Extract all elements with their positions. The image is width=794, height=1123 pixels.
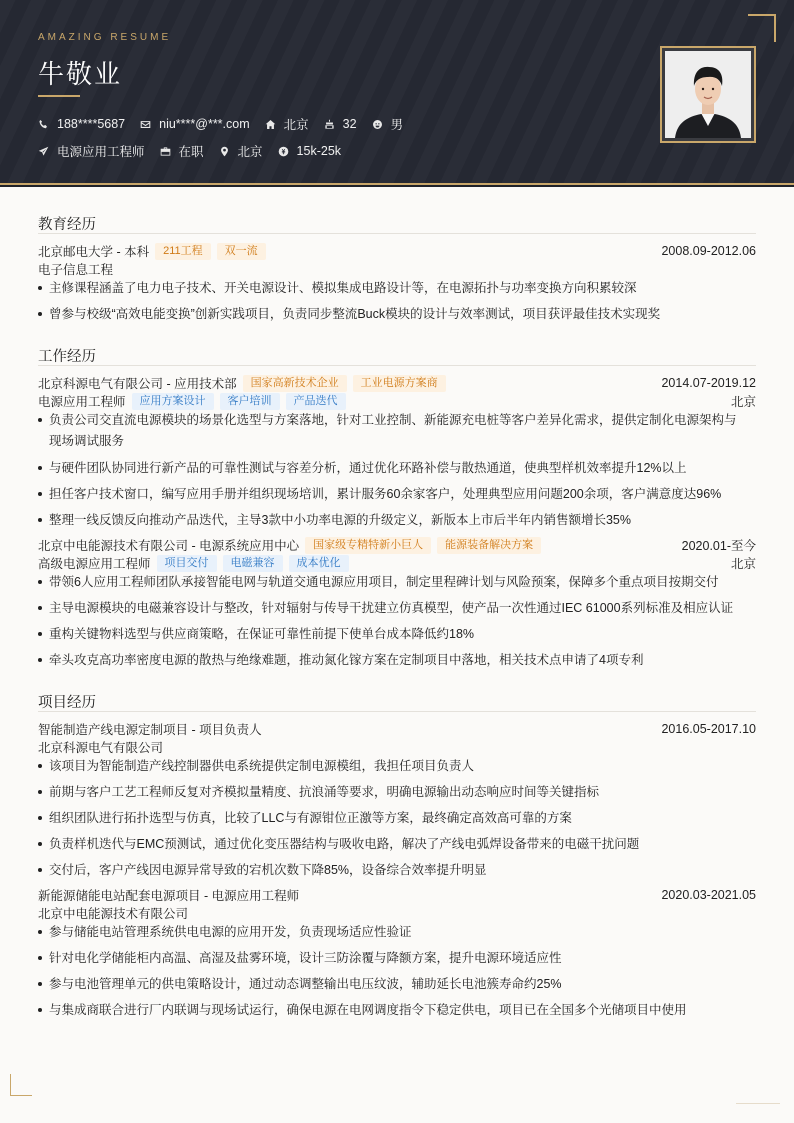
job-bullet: 负责公司交直流电源模块的场景化选型与方案落地，针对工业控制、新能源充电桩等客户差异化需求，提供定制化电源架构与现场调试服务	[38, 410, 756, 452]
section-divider	[38, 365, 756, 366]
location-icon	[219, 146, 230, 157]
job-intent-row	[38, 142, 356, 160]
school-badge: 双一流	[217, 243, 266, 260]
city-text: 北京	[237, 145, 263, 159]
salary-info	[278, 144, 341, 158]
project-name: 智能制造产线电源定制项目 - 项目负责人	[38, 723, 262, 737]
briefcase-icon	[160, 146, 171, 157]
age-text: 32	[342, 117, 357, 131]
salary-text: 15k-25k	[296, 144, 342, 158]
project-company: 北京科源电气有限公司	[38, 741, 164, 755]
header-accent-line	[0, 183, 794, 187]
hometown-info	[265, 115, 309, 133]
age-info	[324, 117, 357, 131]
email-text: niu****@***.com	[159, 117, 250, 131]
job-city: 北京	[730, 395, 756, 409]
company-badge: 国家高新技术企业	[243, 375, 347, 392]
project-company-row	[38, 738, 756, 756]
money-icon	[278, 146, 289, 157]
phone-text: 188****5687	[57, 117, 126, 131]
project-bullet: 前期与客户工艺工程师反复对齐模拟量精度、抗浪涌等要求，明确电源输出动态响应时间等关键指标	[38, 782, 756, 803]
job-bullet: 牵头攻克高功率密度电源的散热与绝缘难题，推动氮化镓方案在定制项目中落地，相关技术点申请了4项专利	[38, 650, 756, 671]
education-bullet: 主修课程涵盖了电力电子技术、开关电源设计、模拟集成电路设计等，在电源拓扑与功率变换方向积累较深	[38, 278, 756, 299]
section-title-work: 工作经历	[38, 349, 96, 365]
status-text: 在职	[178, 145, 204, 159]
gender-icon	[372, 119, 383, 130]
job-city: 北京	[730, 557, 756, 571]
job-header	[38, 374, 756, 392]
mail-icon	[140, 119, 151, 130]
school-badge: 211工程	[155, 243, 211, 260]
section-divider	[38, 711, 756, 712]
gender-info	[372, 115, 404, 133]
project-header	[38, 886, 756, 904]
education-bullet: 曾参与校级“高效电能变换”创新实践项目，负责同步整流Buck模块的设计与效率测试，项目获评最佳技术实现奖	[38, 304, 756, 325]
project-bullet: 与集成商联合进行厂内联调与现场试运行，确保电源在电网调度指令下稳定供电，项目已在全国多个光储项目中使用	[38, 1000, 756, 1021]
home-icon	[265, 119, 276, 130]
section-divider	[38, 233, 756, 234]
project-company: 北京中电能源技术有限公司	[38, 907, 189, 921]
send-icon	[38, 146, 49, 157]
job-bullet: 整理一线反馈反向推动产品迭代，主导3款中小功率电源的升级定义，新版本上市后半年内销售额增长35%	[38, 510, 756, 531]
project-bullet: 参与储能电站管理系统供电电源的应用开发，负责现场适应性验证	[38, 922, 756, 943]
job-bullet: 带领6人应用工程师团队承接智能电网与轨道交通电源应用项目，制定里程碑计划与风险预案，保障多个重点项目按期交付	[38, 572, 756, 593]
project-name: 新能源储能电站配套电源项目 - 电源应用工程师	[38, 889, 300, 903]
section-title-projects: 项目经历	[38, 695, 96, 711]
project-company-row	[38, 904, 756, 922]
skill-tag: 客户培训	[220, 393, 280, 410]
resume-header	[0, 0, 794, 183]
job-bullet: 主导电源模块的电磁兼容设计与整改，针对辐射与传导干扰建立仿真模型，使产品一次性通过IEC 61000系列标准及相应认证	[38, 598, 756, 619]
project-header	[38, 720, 756, 738]
skill-tag: 产品迭代	[286, 393, 346, 410]
skill-tag: 项目交付	[157, 555, 217, 572]
corner-decoration	[748, 14, 776, 42]
education-header	[38, 242, 756, 260]
footer-rule	[736, 1103, 780, 1104]
project-bullet: 该项目为智能制造产线控制器供电系统提供定制电源模组，我担任项目负责人	[38, 756, 756, 777]
job-bullet: 重构关键物料选型与供应商策略，在保证可靠性前提下使单台成本降低约18%	[38, 624, 756, 645]
resume-tagline: AMAZING RESUME	[38, 32, 172, 43]
skill-tag: 电磁兼容	[223, 555, 283, 572]
project-bullet: 针对电化学储能柜内高温、高湿及盐雾环境，设计三防涂覆与降额方案，提升电源环境适应性	[38, 948, 756, 969]
job-bullet: 担任客户技术窗口，编写应用手册并组织现场培训，累计服务60余家客户，处理典型应用问题200余项，客户满意度达96%	[38, 484, 756, 505]
email-info	[140, 117, 250, 131]
candidate-name: 牛敬业	[38, 59, 123, 89]
skill-tag: 应用方案设计	[132, 393, 214, 410]
job-role: 高级电源应用工程师	[38, 557, 151, 571]
project-bullet: 组织团队进行拓扑选型与仿真，比较了LLC与有源钳位正激等方案，最终确定高效高可靠的方案	[38, 808, 756, 829]
project-bullet: 交付后，客户产线因电源异常导致的宕机次数下降85%，设备综合效率提升明显	[38, 860, 756, 881]
job-bullet: 与硬件团队协同进行新产品的可靠性测试与容差分析，通过优化环路补偿与散热通道，使典型样机效率提升12%以上	[38, 458, 756, 479]
job-role: 电源应用工程师	[38, 395, 126, 409]
gender-text: 男	[390, 118, 404, 132]
company-name: 北京科源电气有限公司 - 应用技术部	[38, 377, 237, 391]
job-date: 2020.01-至今	[681, 539, 756, 553]
major-name: 电子信息工程	[38, 263, 114, 277]
school-name: 北京邮电大学 - 本科	[38, 245, 150, 259]
job-role-row	[38, 554, 756, 572]
cake-icon	[324, 119, 335, 130]
project-bullet: 负责样机迭代与EMC预测试，通过优化变压器结构与吸收电路，解决了产线电弧焊设备带来的电磁干扰问题	[38, 834, 756, 855]
phone-icon	[38, 119, 49, 130]
job-role-row	[38, 392, 756, 410]
status-info	[160, 142, 204, 160]
position-text: 电源应用工程师	[57, 145, 145, 159]
contact-row	[38, 115, 418, 133]
position-info	[38, 142, 145, 160]
education-major-row	[38, 260, 756, 278]
corner-decoration	[10, 1074, 32, 1096]
project-date: 2020.03-2021.05	[661, 888, 756, 902]
education-date: 2008.09-2012.06	[661, 244, 756, 258]
name-underline	[38, 95, 80, 97]
job-header	[38, 536, 756, 554]
profile-photo	[665, 51, 751, 138]
company-name: 北京中电能源技术有限公司 - 电源系统应用中心	[38, 539, 300, 553]
project-bullet: 参与电池管理单元的供电策略设计，通过动态调整输出电压纹波，辅助延长电池簇寿命约25%	[38, 974, 756, 995]
city-info	[219, 142, 263, 160]
profile-photo-frame	[660, 46, 756, 143]
section-title-education: 教育经历	[38, 217, 96, 233]
phone-info	[38, 117, 125, 131]
skill-tag: 成本优化	[289, 555, 349, 572]
job-date: 2014.07-2019.12	[661, 376, 756, 390]
hometown-text: 北京	[283, 118, 309, 132]
company-badge: 能源装备解决方案	[437, 537, 541, 554]
company-badge: 工业电源方案商	[353, 375, 446, 392]
company-badge: 国家级专精特新小巨人	[305, 537, 431, 554]
project-date: 2016.05-2017.10	[661, 722, 756, 736]
